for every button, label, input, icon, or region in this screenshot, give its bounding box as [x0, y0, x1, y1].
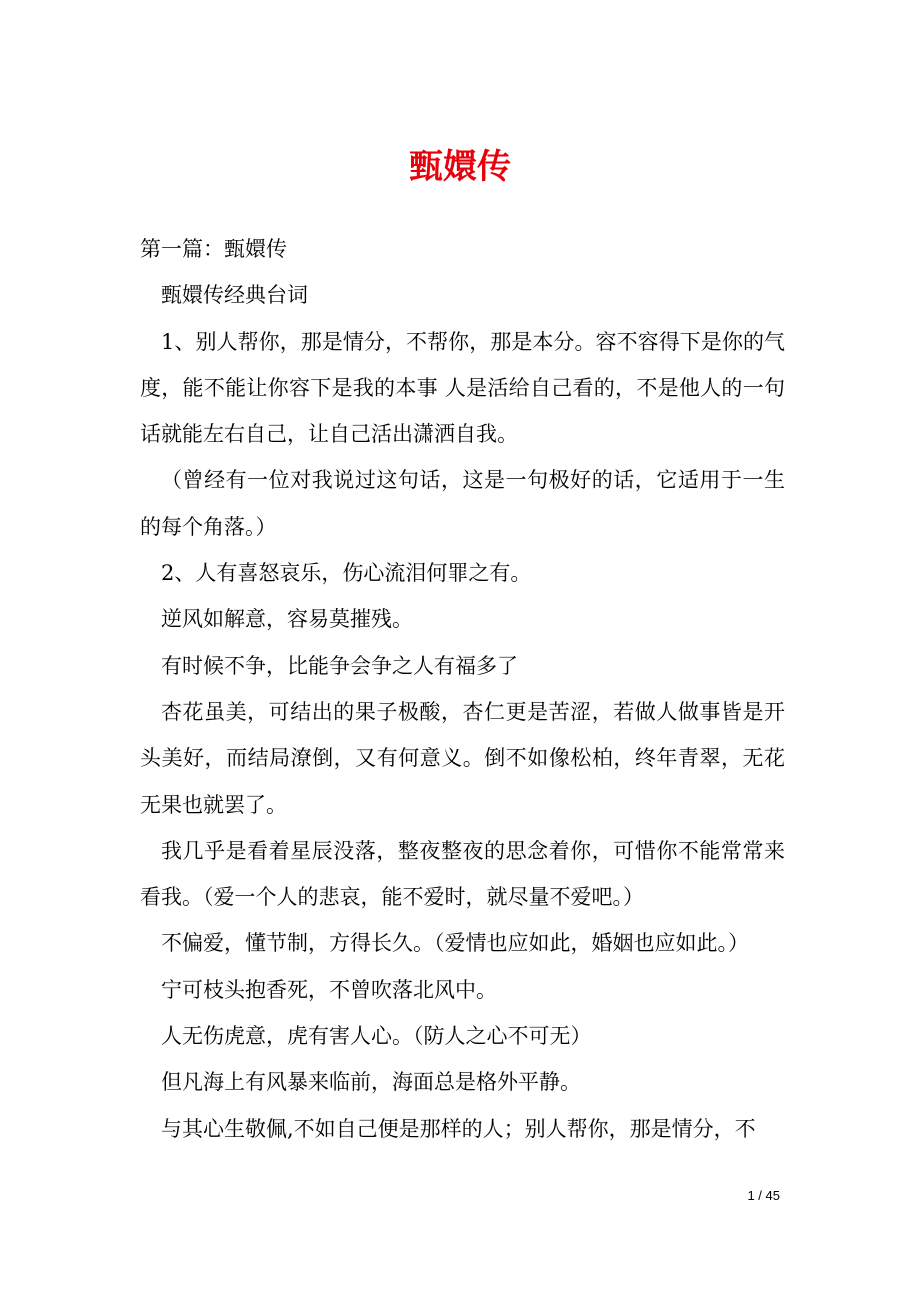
document-body — [140, 226, 785, 1152]
paragraph: 甄嬛传经典台词 — [161, 283, 308, 308]
paragraph: （曾经有一位对我说过这句话，这是一句极好的话，它适用于一生的每个角落。） — [140, 468, 785, 539]
paragraph: 人无伤虎意，虎有害人心。（防人之心不可无） — [161, 1024, 592, 1049]
paragraph: 宁可枝头抱香死，不曾吹落北风中。 — [161, 977, 497, 1002]
page-number: 1 / 45 — [747, 1188, 780, 1203]
paragraph: 杏花虽美，可结出的果子极酸，杏仁更是苦涩，若做人做事皆是开头美好，而结局潦倒，又有何意义。倒不如像松柏，终年青翠，无花无果也就罢了。 — [140, 699, 785, 817]
paragraph: 2、人有喜怒哀乐，伤心流泪何罪之有。 — [161, 561, 532, 586]
document-title: 甄嬛传 — [409, 147, 511, 187]
section-heading: 第一篇：甄嬛传 — [140, 237, 287, 261]
paragraph: 不偏爱，懂节制，方得长久。（爱情也应如此，婚姻也应如此。） — [161, 931, 749, 956]
paragraph: 1、别人帮你，那是情分，不帮你，那是本分。容不容得下是你的气度，能不能让你容下是我的本事 人是活给自己看的，不是他人的一句话就能左右自己，让自己活出潇洒自我。 — [140, 329, 785, 447]
paragraph: 有时候不争，比能争会争之人有福多了 — [161, 653, 518, 678]
paragraph: 但凡海上有风暴来临前，海面总是格外平静。 — [161, 1070, 581, 1095]
paragraph: 我几乎是看着星辰没落，整夜整夜的思念着你，可惜你不能常常来看我。（爱一个人的悲哀，能不爱时，就尽量不爱吧。） — [140, 838, 785, 910]
paragraph: 逆风如解意，容易莫摧残。 — [161, 607, 413, 632]
paragraph: 与其心生敬佩,不如自己便是那样的人；别人帮你，那是情分，不 — [161, 1116, 756, 1141]
